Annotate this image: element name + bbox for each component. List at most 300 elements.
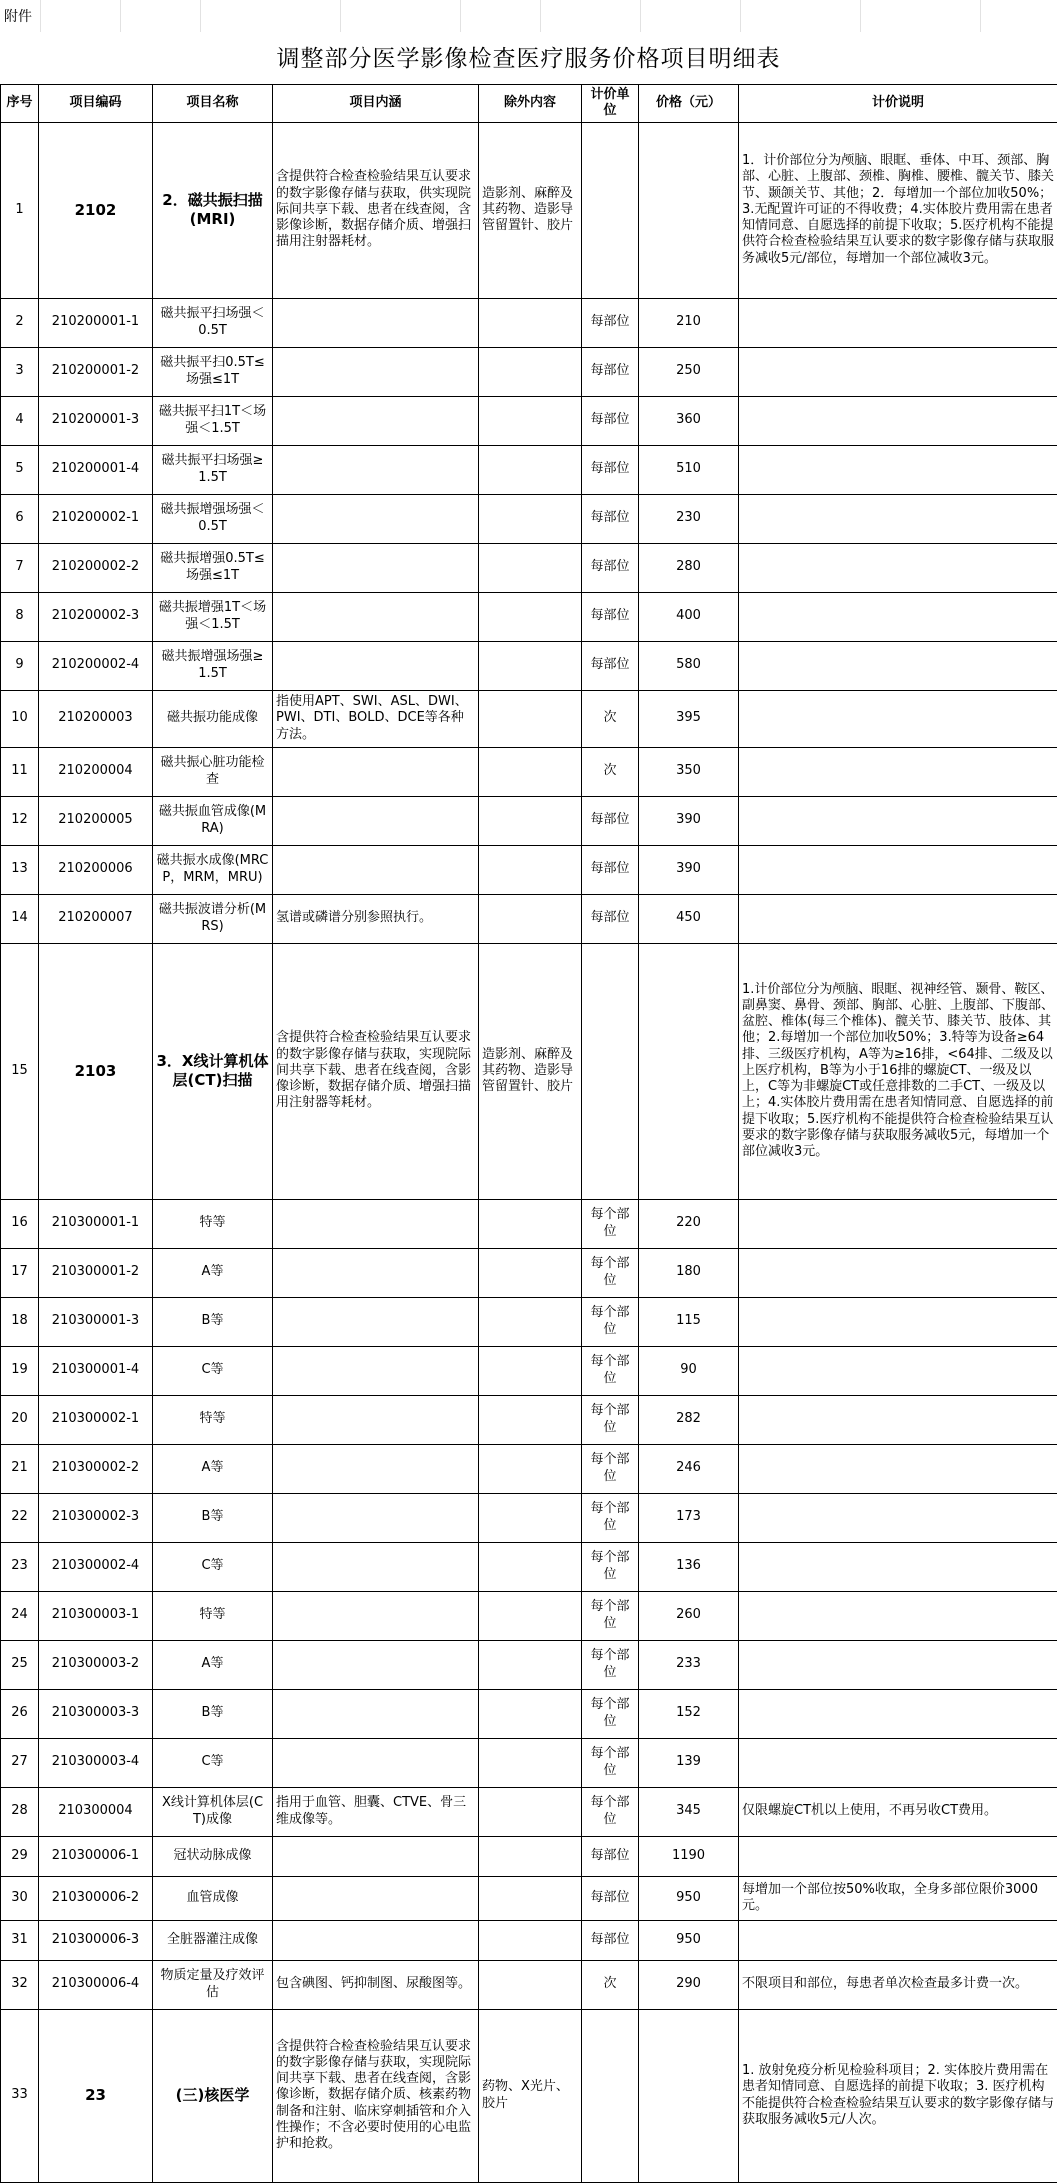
row-note bbox=[739, 1920, 1057, 1960]
row-content bbox=[273, 494, 479, 543]
row-excluded bbox=[479, 1297, 582, 1346]
row-name: 特等 bbox=[153, 1199, 273, 1248]
row-content bbox=[273, 592, 479, 641]
row-code: 210300006-1 bbox=[39, 1836, 153, 1876]
table-row bbox=[1, 1199, 1057, 1248]
row-name: B等 bbox=[153, 1689, 273, 1738]
table-row bbox=[1, 1689, 1057, 1738]
header-content: 项目内涵 bbox=[273, 85, 479, 123]
row-note bbox=[739, 1346, 1057, 1395]
row-code: 210300004 bbox=[39, 1787, 153, 1836]
row-seq: 32 bbox=[1, 1960, 39, 2009]
table-row bbox=[1, 1960, 1057, 2009]
row-name: (三)核医学 bbox=[153, 2009, 273, 2182]
row-excluded: 药物、X光片、胶片 bbox=[479, 2009, 582, 2182]
row-content bbox=[273, 1493, 479, 1542]
row-note bbox=[739, 641, 1057, 690]
row-code: 210200004 bbox=[39, 747, 153, 796]
table-row bbox=[1, 396, 1057, 445]
table-row bbox=[1, 543, 1057, 592]
row-price: 390 bbox=[639, 845, 739, 894]
row-excluded bbox=[479, 1960, 582, 2009]
table-row bbox=[1, 445, 1057, 494]
row-code: 210200002-2 bbox=[39, 543, 153, 592]
row-excluded bbox=[479, 845, 582, 894]
row-note bbox=[739, 347, 1057, 396]
row-code: 210300003-4 bbox=[39, 1738, 153, 1787]
row-unit bbox=[582, 943, 639, 1199]
row-content bbox=[273, 1920, 479, 1960]
row-content bbox=[273, 1738, 479, 1787]
row-excluded bbox=[479, 1444, 582, 1493]
row-excluded: 造影剂、麻醉及其药物、造影导管留置针、胶片 bbox=[479, 943, 582, 1199]
row-code: 210300002-2 bbox=[39, 1444, 153, 1493]
row-price: 290 bbox=[639, 1960, 739, 2009]
table-row bbox=[1, 1542, 1057, 1591]
row-price: 950 bbox=[639, 1876, 739, 1920]
row-note bbox=[739, 1738, 1057, 1787]
row-content: 包含碘图、钙抑制图、尿酸图等。 bbox=[273, 1960, 479, 2009]
row-content bbox=[273, 1346, 479, 1395]
row-note bbox=[739, 894, 1057, 943]
row-code: 210200002-1 bbox=[39, 494, 153, 543]
row-note bbox=[739, 1395, 1057, 1444]
row-seq: 33 bbox=[1, 2009, 39, 2182]
row-name: 磁共振波谱分析(MRS) bbox=[153, 894, 273, 943]
header-seq: 序号 bbox=[1, 85, 39, 123]
row-seq: 21 bbox=[1, 1444, 39, 1493]
row-price: 450 bbox=[639, 894, 739, 943]
table-row bbox=[1, 1346, 1057, 1395]
row-content bbox=[273, 543, 479, 592]
table-row bbox=[1, 845, 1057, 894]
row-price: 360 bbox=[639, 396, 739, 445]
row-content bbox=[273, 1297, 479, 1346]
row-excluded bbox=[479, 347, 582, 396]
row-seq: 8 bbox=[1, 592, 39, 641]
row-content: 指用于血管、胆囊、CTVE、骨三维成像等。 bbox=[273, 1787, 479, 1836]
row-note bbox=[739, 1199, 1057, 1248]
row-note bbox=[739, 1493, 1057, 1542]
row-code: 210200002-4 bbox=[39, 641, 153, 690]
row-excluded bbox=[479, 445, 582, 494]
row-seq: 16 bbox=[1, 1199, 39, 1248]
row-unit: 每部位 bbox=[582, 543, 639, 592]
row-code: 210300002-4 bbox=[39, 1542, 153, 1591]
row-excluded: 造影剂、麻醉及其药物、造影导管留置针、胶片 bbox=[479, 122, 582, 298]
row-code: 210200006 bbox=[39, 845, 153, 894]
row-name: 磁共振平扫1T＜场强＜1.5T bbox=[153, 396, 273, 445]
header-unit: 计价单位 bbox=[582, 85, 639, 123]
row-code: 210200001-2 bbox=[39, 347, 153, 396]
row-excluded bbox=[479, 690, 582, 747]
row-content bbox=[273, 1836, 479, 1876]
table-row bbox=[1, 1836, 1057, 1876]
row-name: 磁共振增强场强≥1.5T bbox=[153, 641, 273, 690]
spreadsheet-top-grid bbox=[0, 0, 1057, 32]
row-price: 1190 bbox=[639, 1836, 739, 1876]
row-price: 950 bbox=[639, 1920, 739, 1960]
row-name: 特等 bbox=[153, 1395, 273, 1444]
row-seq: 18 bbox=[1, 1297, 39, 1346]
row-seq: 28 bbox=[1, 1787, 39, 1836]
row-price: 246 bbox=[639, 1444, 739, 1493]
row-name: A等 bbox=[153, 1248, 273, 1297]
row-note bbox=[739, 1689, 1057, 1738]
row-content bbox=[273, 1199, 479, 1248]
row-unit: 每个部位 bbox=[582, 1199, 639, 1248]
header-note: 计价说明 bbox=[739, 85, 1057, 123]
table-row bbox=[1, 1738, 1057, 1787]
row-content bbox=[273, 298, 479, 347]
table-row bbox=[1, 2009, 1057, 2182]
row-excluded bbox=[479, 1395, 582, 1444]
row-unit: 每部位 bbox=[582, 592, 639, 641]
row-excluded bbox=[479, 1591, 582, 1640]
row-name: 磁共振增强场强＜0.5T bbox=[153, 494, 273, 543]
row-unit: 每部位 bbox=[582, 298, 639, 347]
table-row bbox=[1, 1297, 1057, 1346]
row-excluded bbox=[479, 543, 582, 592]
row-note bbox=[739, 690, 1057, 747]
row-note bbox=[739, 445, 1057, 494]
row-note bbox=[739, 1836, 1057, 1876]
row-unit: 每个部位 bbox=[582, 1640, 639, 1689]
table-row bbox=[1, 1640, 1057, 1689]
row-unit: 每个部位 bbox=[582, 1444, 639, 1493]
row-note bbox=[739, 592, 1057, 641]
table-row bbox=[1, 1444, 1057, 1493]
header-price: 价格（元） bbox=[639, 85, 739, 123]
row-name: 物质定量及疗效评估 bbox=[153, 1960, 273, 2009]
row-note: 仅限螺旋CT机以上使用，不再另收CT费用。 bbox=[739, 1787, 1057, 1836]
row-seq: 1 bbox=[1, 122, 39, 298]
row-note bbox=[739, 298, 1057, 347]
row-code: 210200002-3 bbox=[39, 592, 153, 641]
row-seq: 9 bbox=[1, 641, 39, 690]
row-name: 2．磁共振扫描(MRI) bbox=[153, 122, 273, 298]
row-code: 2102 bbox=[39, 122, 153, 298]
row-excluded bbox=[479, 494, 582, 543]
row-seq: 27 bbox=[1, 1738, 39, 1787]
row-unit: 每部位 bbox=[582, 445, 639, 494]
page-title: 调整部分医学影像检查医疗服务价格项目明细表 bbox=[0, 40, 1057, 73]
row-content bbox=[273, 1395, 479, 1444]
row-excluded bbox=[479, 1689, 582, 1738]
row-price: 139 bbox=[639, 1738, 739, 1787]
row-note: 1．计价部位分为颅脑、眼眶、垂体、中耳、颈部、胸部、心脏、上腹部、颈椎、胸椎、腰椎、髋关节、膝关节、颞颌关节、其他；2．每增加一个部位加收50%；3.无配置许可证的不得收费；4.实体胶片费用需在患者知情同意、自愿选择的前提下收取；5.医疗机构不能提供符合检查检验结果互认要求的数字影像存储与获取服务减收5元/部位，每增加一个部位减收3元。 bbox=[739, 122, 1057, 298]
table-row bbox=[1, 641, 1057, 690]
row-excluded bbox=[479, 1876, 582, 1920]
row-unit: 每部位 bbox=[582, 845, 639, 894]
row-code: 210300001-3 bbox=[39, 1297, 153, 1346]
row-unit: 每个部位 bbox=[582, 1591, 639, 1640]
table-row bbox=[1, 1591, 1057, 1640]
row-note bbox=[739, 747, 1057, 796]
row-content: 含提供符合检查检验结果互认要求的数字影像存储与获取，供实现院际间共享下载、患者在线查阅，含影像诊断，数据存储介质、增强扫描用注射器耗材。 bbox=[273, 122, 479, 298]
row-seq: 4 bbox=[1, 396, 39, 445]
row-excluded bbox=[479, 1248, 582, 1297]
row-code: 210200001-3 bbox=[39, 396, 153, 445]
row-seq: 19 bbox=[1, 1346, 39, 1395]
row-code: 210300003-1 bbox=[39, 1591, 153, 1640]
row-price bbox=[639, 2009, 739, 2182]
row-seq: 10 bbox=[1, 690, 39, 747]
row-unit: 每个部位 bbox=[582, 1346, 639, 1395]
row-price: 510 bbox=[639, 445, 739, 494]
row-content: 含提供符合检查检验结果互认要求的数字影像存储与获取，实现院际间共享下载、患者在线查阅，含影像诊断，数据存储介质、增强扫描用注射器等耗材。 bbox=[273, 943, 479, 1199]
row-excluded bbox=[479, 396, 582, 445]
row-price: 580 bbox=[639, 641, 739, 690]
row-excluded bbox=[479, 1493, 582, 1542]
row-seq: 7 bbox=[1, 543, 39, 592]
row-seq: 24 bbox=[1, 1591, 39, 1640]
row-code: 210300006-3 bbox=[39, 1920, 153, 1960]
row-seq: 30 bbox=[1, 1876, 39, 1920]
row-content: 氢谱或磷谱分别参照执行。 bbox=[273, 894, 479, 943]
row-content: 含提供符合检查检验结果互认要求的数字影像存储与获取，实现院际间共享下载、患者在线查阅，含影像诊断，数据存储介质、核素药物制备和注射、临床穿刺插管和介入性操作；不含必要时使用的心电监护和抢救。 bbox=[273, 2009, 479, 2182]
row-seq: 3 bbox=[1, 347, 39, 396]
row-unit: 每个部位 bbox=[582, 1542, 639, 1591]
table-row bbox=[1, 494, 1057, 543]
table-row bbox=[1, 347, 1057, 396]
row-code: 210300006-2 bbox=[39, 1876, 153, 1920]
appendix-label: 附件 bbox=[4, 6, 32, 26]
row-unit: 次 bbox=[582, 747, 639, 796]
row-price: 210 bbox=[639, 298, 739, 347]
row-code: 210200001-4 bbox=[39, 445, 153, 494]
row-note: 每增加一个部位按50%收取，全身多部位限价3000元。 bbox=[739, 1876, 1057, 1920]
row-content bbox=[273, 1444, 479, 1493]
row-unit: 每部位 bbox=[582, 894, 639, 943]
row-price: 250 bbox=[639, 347, 739, 396]
table-row bbox=[1, 796, 1057, 845]
row-note bbox=[739, 1248, 1057, 1297]
row-seq: 23 bbox=[1, 1542, 39, 1591]
row-unit: 每部位 bbox=[582, 1920, 639, 1960]
row-price: 390 bbox=[639, 796, 739, 845]
row-unit: 每部位 bbox=[582, 796, 639, 845]
row-price: 233 bbox=[639, 1640, 739, 1689]
row-name: 全脏器灌注成像 bbox=[153, 1920, 273, 1960]
table-row bbox=[1, 1395, 1057, 1444]
row-name: 磁共振心脏功能检查 bbox=[153, 747, 273, 796]
table-row bbox=[1, 747, 1057, 796]
row-note bbox=[739, 796, 1057, 845]
row-excluded bbox=[479, 1787, 582, 1836]
row-note bbox=[739, 1444, 1057, 1493]
row-name: 磁共振增强1T＜场强＜1.5T bbox=[153, 592, 273, 641]
row-excluded bbox=[479, 1346, 582, 1395]
row-content: 指使用APT、SWI、ASL、DWI、PWI、DTI、BOLD、DCE等各种方法。 bbox=[273, 690, 479, 747]
row-unit: 每个部位 bbox=[582, 1787, 639, 1836]
row-name: 磁共振平扫场强≥1.5T bbox=[153, 445, 273, 494]
row-code: 2103 bbox=[39, 943, 153, 1199]
row-price: 173 bbox=[639, 1493, 739, 1542]
row-note bbox=[739, 494, 1057, 543]
row-code: 210200007 bbox=[39, 894, 153, 943]
row-excluded bbox=[479, 1640, 582, 1689]
row-code: 210300003-3 bbox=[39, 1689, 153, 1738]
row-seq: 20 bbox=[1, 1395, 39, 1444]
row-name: 磁共振平扫0.5T≤场强≤1T bbox=[153, 347, 273, 396]
row-name: 磁共振血管成像(MRA) bbox=[153, 796, 273, 845]
header-excluded: 除外内容 bbox=[479, 85, 582, 123]
row-note bbox=[739, 845, 1057, 894]
row-name: B等 bbox=[153, 1297, 273, 1346]
row-price: 280 bbox=[639, 543, 739, 592]
row-name: 血管成像 bbox=[153, 1876, 273, 1920]
row-seq: 22 bbox=[1, 1493, 39, 1542]
row-note bbox=[739, 1640, 1057, 1689]
row-seq: 31 bbox=[1, 1920, 39, 1960]
row-unit: 次 bbox=[582, 690, 639, 747]
row-name: X线计算机体层(CT)成像 bbox=[153, 1787, 273, 1836]
row-excluded bbox=[479, 641, 582, 690]
row-code: 210300001-2 bbox=[39, 1248, 153, 1297]
row-price: 180 bbox=[639, 1248, 739, 1297]
row-note bbox=[739, 1297, 1057, 1346]
row-name: C等 bbox=[153, 1346, 273, 1395]
row-name: A等 bbox=[153, 1640, 273, 1689]
table-header-row bbox=[1, 85, 1057, 123]
row-price: 220 bbox=[639, 1199, 739, 1248]
row-seq: 29 bbox=[1, 1836, 39, 1876]
row-unit: 每个部位 bbox=[582, 1689, 639, 1738]
row-unit: 每部位 bbox=[582, 347, 639, 396]
row-price: 400 bbox=[639, 592, 739, 641]
row-excluded bbox=[479, 1920, 582, 1960]
row-code: 210300002-3 bbox=[39, 1493, 153, 1542]
row-unit: 次 bbox=[582, 1960, 639, 2009]
row-content bbox=[273, 845, 479, 894]
table-row bbox=[1, 894, 1057, 943]
row-content bbox=[273, 396, 479, 445]
row-excluded bbox=[479, 1738, 582, 1787]
row-seq: 26 bbox=[1, 1689, 39, 1738]
row-content bbox=[273, 1542, 479, 1591]
row-note bbox=[739, 1591, 1057, 1640]
row-price: 90 bbox=[639, 1346, 739, 1395]
table-row bbox=[1, 1920, 1057, 1960]
row-code: 210200005 bbox=[39, 796, 153, 845]
row-price: 230 bbox=[639, 494, 739, 543]
row-unit: 每部位 bbox=[582, 641, 639, 690]
row-code: 210300002-1 bbox=[39, 1395, 153, 1444]
row-code: 210300006-4 bbox=[39, 1960, 153, 2009]
row-seq: 11 bbox=[1, 747, 39, 796]
row-price: 345 bbox=[639, 1787, 739, 1836]
row-price: 282 bbox=[639, 1395, 739, 1444]
row-code: 210300003-2 bbox=[39, 1640, 153, 1689]
row-name: 3．X线计算机体层(CT)扫描 bbox=[153, 943, 273, 1199]
row-code: 210300001-4 bbox=[39, 1346, 153, 1395]
row-content bbox=[273, 1876, 479, 1920]
row-code: 210200001-1 bbox=[39, 298, 153, 347]
row-name: 磁共振平扫场强＜0.5T bbox=[153, 298, 273, 347]
row-name: A等 bbox=[153, 1444, 273, 1493]
table-row bbox=[1, 122, 1057, 298]
row-price: 136 bbox=[639, 1542, 739, 1591]
row-name: 磁共振功能成像 bbox=[153, 690, 273, 747]
table-row bbox=[1, 1787, 1057, 1836]
row-price bbox=[639, 122, 739, 298]
table-row bbox=[1, 1493, 1057, 1542]
row-seq: 17 bbox=[1, 1248, 39, 1297]
row-code: 210200003 bbox=[39, 690, 153, 747]
row-seq: 13 bbox=[1, 845, 39, 894]
row-seq: 12 bbox=[1, 796, 39, 845]
row-seq: 5 bbox=[1, 445, 39, 494]
row-unit: 每部位 bbox=[582, 494, 639, 543]
row-seq: 6 bbox=[1, 494, 39, 543]
row-note bbox=[739, 396, 1057, 445]
row-content bbox=[273, 347, 479, 396]
row-unit bbox=[582, 122, 639, 298]
row-price: 395 bbox=[639, 690, 739, 747]
row-seq: 14 bbox=[1, 894, 39, 943]
row-unit: 每个部位 bbox=[582, 1297, 639, 1346]
table-row bbox=[1, 298, 1057, 347]
table-body bbox=[1, 122, 1057, 2182]
row-unit: 每个部位 bbox=[582, 1493, 639, 1542]
row-excluded bbox=[479, 1836, 582, 1876]
row-seq: 25 bbox=[1, 1640, 39, 1689]
table-row bbox=[1, 1248, 1057, 1297]
row-seq: 2 bbox=[1, 298, 39, 347]
row-note bbox=[739, 1542, 1057, 1591]
row-name: 磁共振水成像(MRCP，MRM，MRU) bbox=[153, 845, 273, 894]
row-excluded bbox=[479, 1199, 582, 1248]
row-name: C等 bbox=[153, 1738, 273, 1787]
row-name: 冠状动脉成像 bbox=[153, 1836, 273, 1876]
row-excluded bbox=[479, 298, 582, 347]
row-excluded bbox=[479, 894, 582, 943]
row-price: 350 bbox=[639, 747, 739, 796]
row-excluded bbox=[479, 796, 582, 845]
row-code: 23 bbox=[39, 2009, 153, 2182]
row-name: 磁共振增强0.5T≤场强≤1T bbox=[153, 543, 273, 592]
header-name: 项目名称 bbox=[153, 85, 273, 123]
row-content bbox=[273, 747, 479, 796]
row-content bbox=[273, 1591, 479, 1640]
row-name: 特等 bbox=[153, 1591, 273, 1640]
row-content bbox=[273, 1689, 479, 1738]
row-note: 1.计价部位分为颅脑、眼眶、视神经管、颞骨、鞍区、副鼻窦、鼻骨、颈部、胸部、心脏、上腹部、下腹部、盆腔、椎体(每三个椎体)、髋关节、膝关节、肢体、其他；2.每增加一个部位加收50%；3.特等为设备≥64排、三级医疗机构，A等为≥16排，<64排、二级及以上医疗机构，B等为小于16排的螺旋CT、一级及以上，C等为非螺旋CT或任意排数的二手CT、一级及以上；4.实体胶片费用需在患者知情同意、自愿选择的前提下收取；5.医疗机构不能提供符合检查检验结果互认要求的数字影像存储与获取服务减收5元，每增加一个部位减收3元。 bbox=[739, 943, 1057, 1199]
table-row bbox=[1, 943, 1057, 1199]
row-content bbox=[273, 641, 479, 690]
row-excluded bbox=[479, 1542, 582, 1591]
row-unit: 每部位 bbox=[582, 1836, 639, 1876]
row-unit: 每部位 bbox=[582, 396, 639, 445]
row-note: 1. 放射免疫分析见检验科项目；2. 实体胶片费用需在患者知情同意、自愿选择的前提下收取；3. 医疗机构不能提供符合检查检验结果互认要求的数字影像存储与获取服务减收5元/人次。 bbox=[739, 2009, 1057, 2182]
row-content bbox=[273, 1248, 479, 1297]
row-unit: 每个部位 bbox=[582, 1738, 639, 1787]
table-row bbox=[1, 690, 1057, 747]
row-unit bbox=[582, 2009, 639, 2182]
row-content bbox=[273, 1640, 479, 1689]
row-content bbox=[273, 445, 479, 494]
row-price: 152 bbox=[639, 1689, 739, 1738]
row-name: C等 bbox=[153, 1542, 273, 1591]
row-price: 260 bbox=[639, 1591, 739, 1640]
table-row bbox=[1, 592, 1057, 641]
price-table bbox=[0, 84, 1057, 2183]
row-content bbox=[273, 796, 479, 845]
row-unit: 每个部位 bbox=[582, 1395, 639, 1444]
row-excluded bbox=[479, 747, 582, 796]
row-excluded bbox=[479, 592, 582, 641]
